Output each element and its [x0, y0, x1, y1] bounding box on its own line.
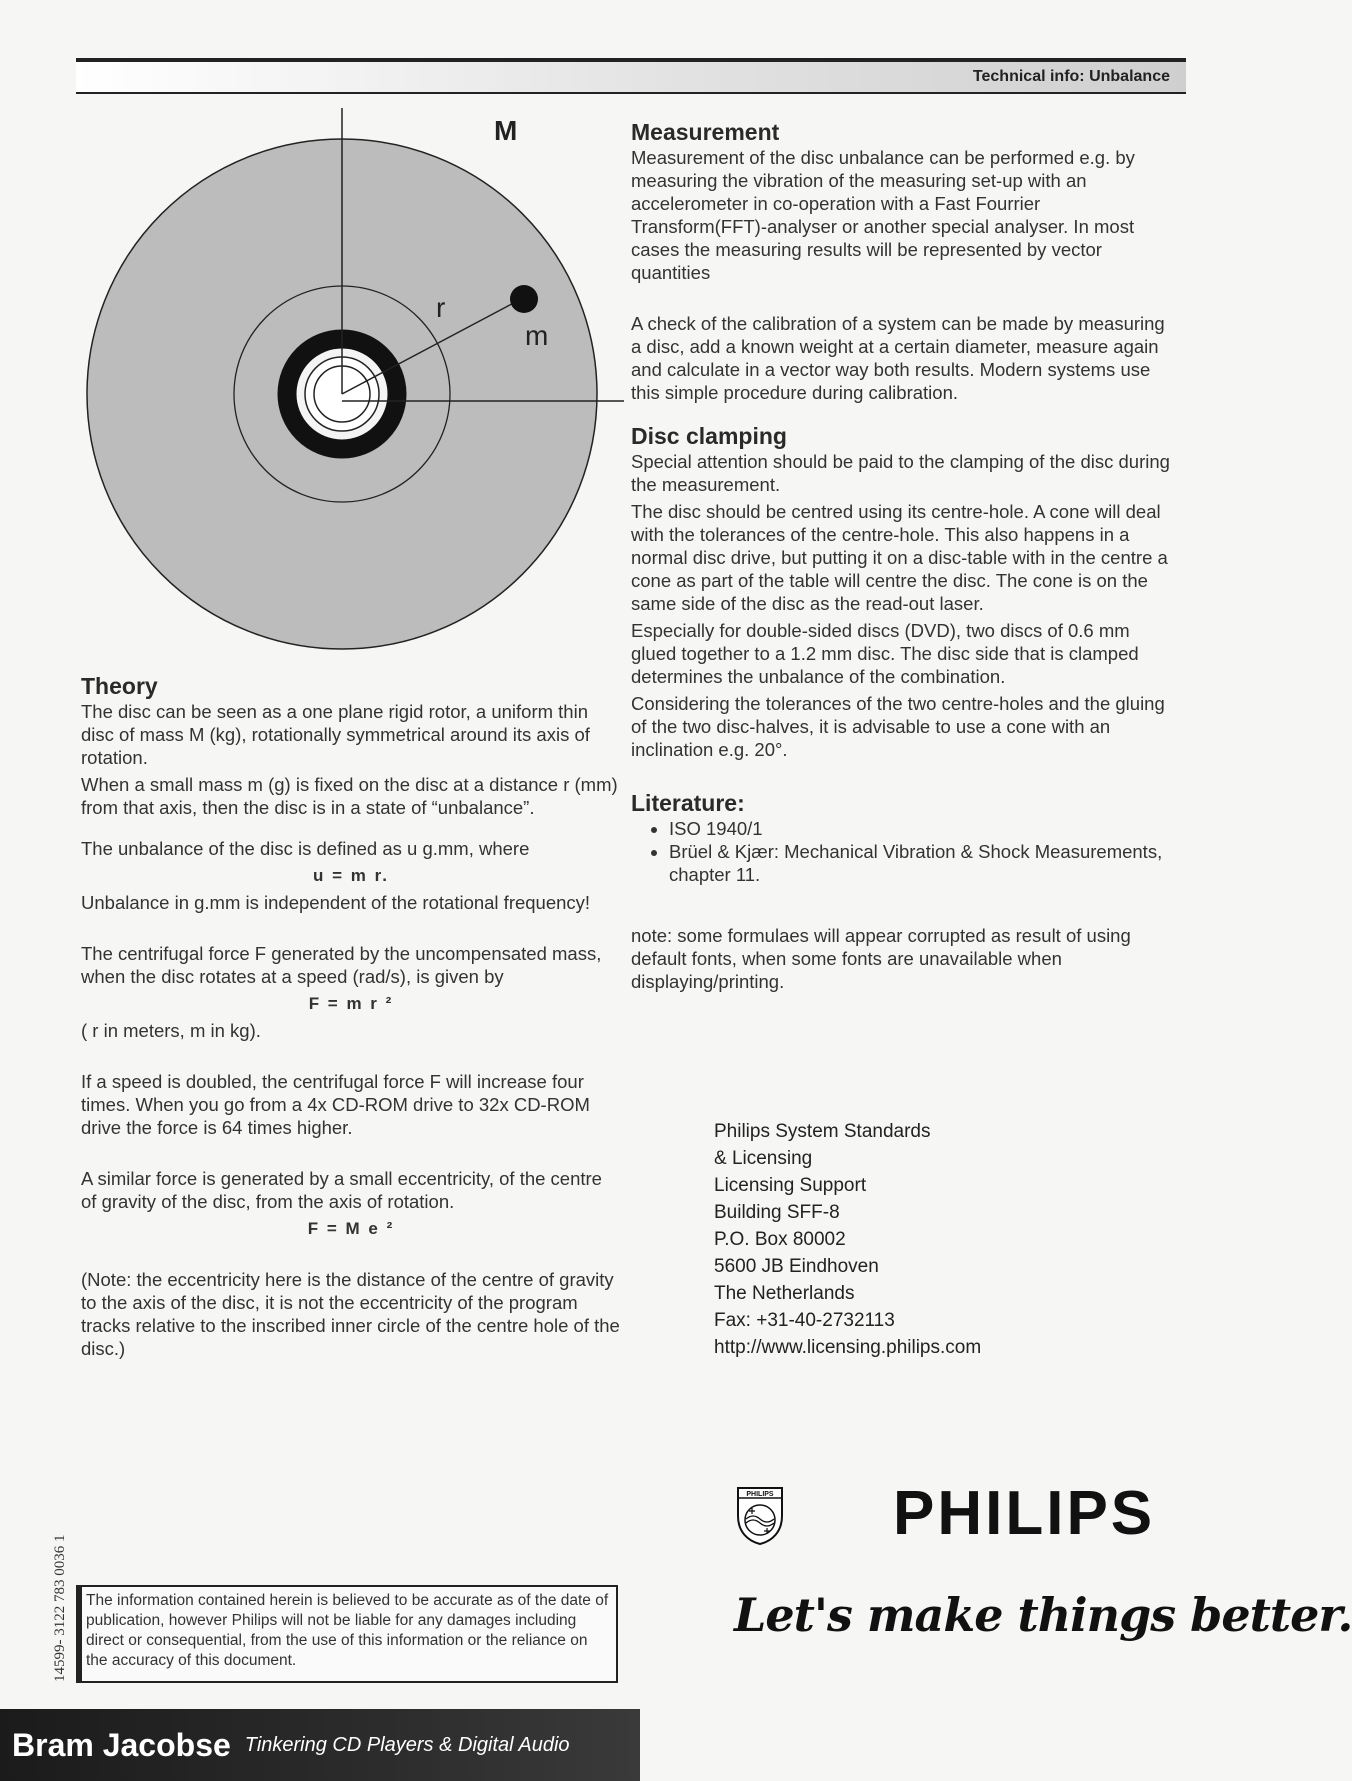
theory-paragraph: A similar force is generated by a small eccentricity, of the centre of gravity of the disc, from the axis of rotation.: [81, 1168, 602, 1212]
philips-shield-icon: [736, 1486, 784, 1546]
theory-note-paragraph: (Note: the eccentricity here is the distance of the centre of gravity to the axis of the disc, it is not the eccentricity of the program tracks relative to the inscribed inner circle of the centre hole of the disc.): [81, 1269, 620, 1359]
address-line: Licensing Support: [714, 1175, 867, 1196]
address-line: 5600 JB Eindhoven: [714, 1256, 879, 1277]
contact-address: [714, 1118, 981, 1361]
disclaimer-box: The information contained herein is believed to be accurate as of the date of publication, however Philips will not be liable for any damages including direct or consequential, from the use of this information or the reliance on the accuracy of this document.: [76, 1585, 618, 1683]
theory-paragraph: The disc can be seen as a one plane rigid rotor, a uniform thin disc of mass M (kg), rotationally symmetrical around its axis of rotation.: [81, 701, 590, 768]
measurement-paragraph: A check of the calibration of a system can be made by measuring a disc, add a known weight at a certain diameter, measure again and calculate in a vector way both results. Modern systems use this simple procedure during calibration.: [631, 313, 1165, 403]
disc-unbalance-diagram: [76, 104, 636, 684]
clamping-paragraph: Special attention should be paid to the clamping of the disc during the measurement.: [631, 451, 1170, 495]
website-link[interactable]: http://www.licensing.philips.com: [714, 1337, 982, 1358]
address-line: Philips System Standards: [714, 1121, 931, 1142]
theory-paragraph: The unbalance of the disc is defined as u g.mm, where: [81, 838, 530, 859]
clamping-paragraph: The disc should be centred using its centre-hole. A cone will deal with the tolerances of the centre-hole. This also happens in a normal disc drive, but putting it on a disc-table with in the centre a cone as part of the table will centre the disc. The cone is on the same side of the disc as the read-out laser.: [631, 501, 1168, 614]
clamping-paragraph: Especially for double-sided discs (DVD), two discs of 0.6 mm glued together to a 1.2 mm disc. The disc side that is clamped determines the unbalance of the combination.: [631, 620, 1139, 687]
measurement-paragraph: Measurement of the disc unbalance can be performed e.g. by measuring the vibration of the measuring set-up with an accelerometer in co-operation with a Fast Fourrier Transform(FFT)-analyser or another special analyser. In most cases the measuring results will be represented by vector quantities: [631, 147, 1135, 283]
theory-paragraph: ( r in meters, m in kg).: [81, 1020, 261, 1041]
measurement-heading: Measurement: [631, 119, 780, 145]
document-code: 14599- 3122 783 0036 1: [52, 1534, 68, 1682]
literature-item: • Brüel & Kjær: Mechanical Vibration & Shock Measurements, chapter 11.: [669, 840, 1176, 886]
formula-centrifugal-force: F = m r ²: [308, 994, 394, 1013]
theory-paragraph: Unbalance in g.mm is independent of the rotational frequency!: [81, 892, 591, 913]
label-disc-mass: M: [494, 115, 518, 146]
theory-paragraph: When a small mass m (g) is fixed on the disc at a distance r (mm) from that axis, then the disc is in a state of “unbalance”.: [81, 774, 618, 818]
label-small-mass: m: [525, 320, 549, 351]
address-line: & Licensing: [714, 1148, 813, 1169]
philips-wordmark: PHILIPS: [893, 1479, 1156, 1548]
page-title: Technical info: Unbalance: [972, 68, 1170, 85]
formula-unbalance: u = m r.: [313, 866, 389, 885]
clamping-heading: Disc clamping: [631, 423, 787, 449]
right-column: [631, 118, 1176, 997]
footer-bar: [0, 1709, 640, 1781]
address-line: Fax: +31-40-2732113: [714, 1310, 895, 1331]
footer-tagline: Tinkering CD Players & Digital Audio: [244, 1733, 570, 1756]
label-radius: r: [436, 292, 446, 323]
theory-paragraph: If a speed is doubled, the centrifugal force F will increase four times. When you go from a 4x CD-ROM drive to 32x CD-ROM drive the force is 64 times higher.: [81, 1071, 590, 1138]
theory-heading: Theory: [81, 673, 158, 699]
literature-list: [631, 817, 1176, 886]
literature-heading: Literature:: [631, 790, 745, 816]
shield-label: PHILIPS: [746, 1491, 774, 1498]
address-line: The Netherlands: [714, 1283, 855, 1304]
address-line: P.O. Box 80002: [714, 1229, 846, 1250]
font-note: note: some formulaes will appear corrupted as result of using default fonts, when some fonts are unavailable when displaying/printing.: [631, 925, 1131, 992]
formula-eccentricity-force: F = M e ²: [307, 1219, 395, 1238]
theory-paragraph: The centrifugal force F generated by the uncompensated mass, when the disc rotates at a speed (rad/s), is given by: [81, 943, 602, 987]
clamping-paragraph: Considering the tolerances of the two centre-holes and the gluing of the two disc-halves, it is advisable to use a cone with an inclination e.g. 20°.: [631, 693, 1165, 760]
header-bar: [76, 58, 1186, 94]
address-line: Building SFF-8: [714, 1202, 840, 1223]
unbalance-mass: [510, 285, 538, 313]
theory-section: [81, 672, 621, 1364]
philips-slogan: Let's make things better.: [734, 1588, 1352, 1642]
literature-item: • ISO 1940/1: [669, 817, 1176, 840]
footer-author-name: Bram Jacobse: [12, 1726, 231, 1763]
